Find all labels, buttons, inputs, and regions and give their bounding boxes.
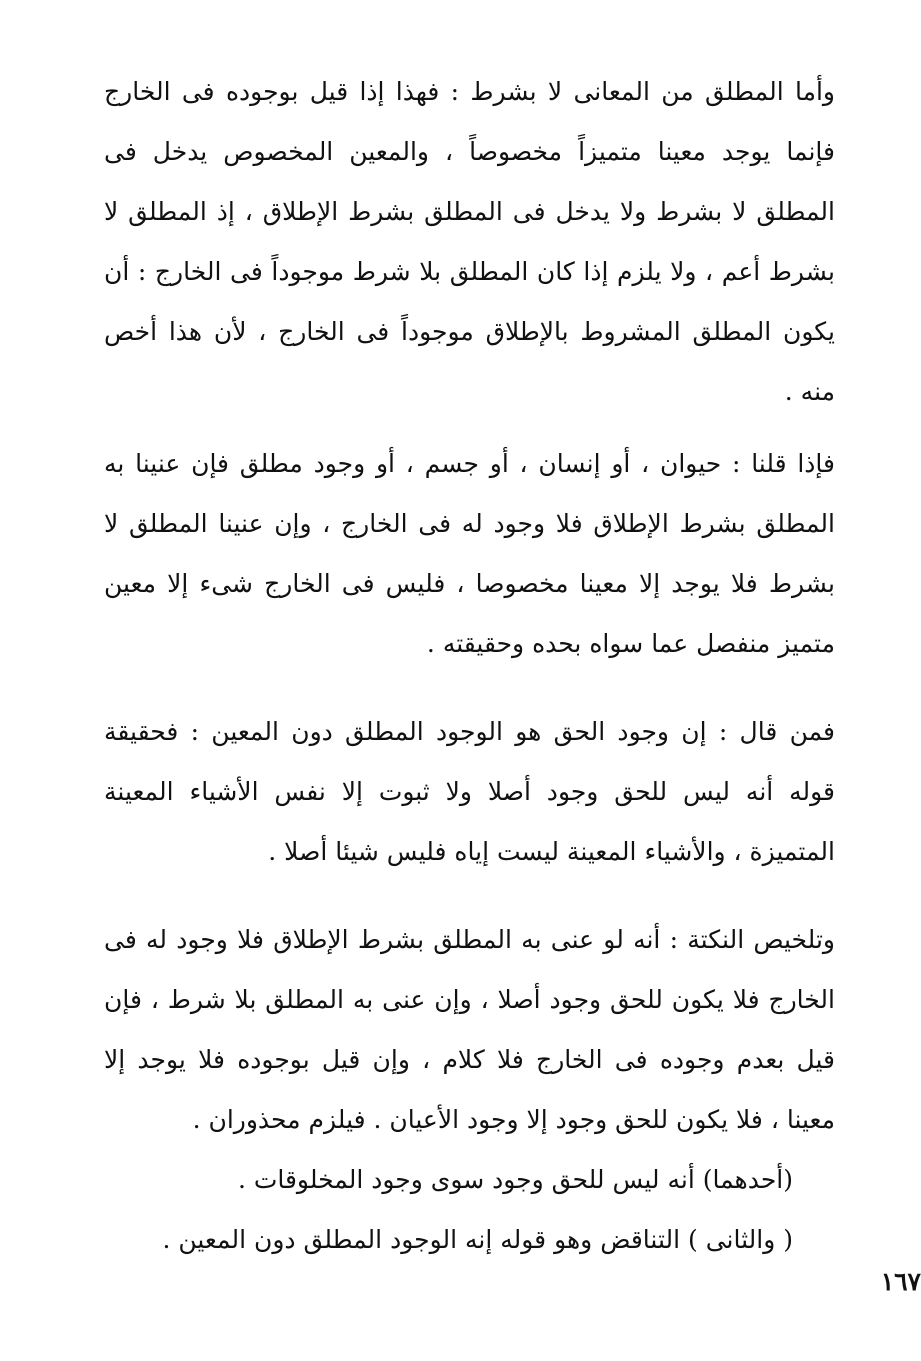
paragraph-1: وأما المطلق من المعانى لا بشرط : فهذا إذا قيل بوجوده فى الخارج فإنما يوجد معينا متميزاً مخصوصاً ، والمعين المخصوص يدخل فى المطلق لا بشرط ولا يدخل فى المطلق بشرط الإطلاق ، إذ المطلق لا بشرط أعم ، ولا يلزم إذا كان المطلق بلا شرط موجوداً فى الخارج : أن يكون المطلق المشروط بالإطلاق موجوداً فى الخارج ، لأن هذا أخص منه .: [104, 77, 835, 406]
page-number: ١٦٧: [880, 1267, 921, 1296]
numbered-item-second: ( والثانى ) التناقض وهو قوله إنه الوجود المطلق دون المعين .: [162, 1225, 793, 1254]
paragraph-2: فإذا قلنا : حيوان ، أو إنسان ، أو جسم ، أو وجود مطلق فإن عنينا به المطلق بشرط الإطلاق فلا وجود له فى الخارج ، وإن عنينا المطلق لا بشرط فلا يوجد إلا معينا مخصوصا ، فليس فى الخارج شىء إلا معين متميز منفصل عما سواه بحده وحقيقته .: [104, 449, 835, 658]
paragraph-3: فمن قال : إن وجود الحق هو الوجود المطلق دون المعين : فحقيقة قوله أنه ليس للحق وجود أصلا ولا ثبوت إلا نفس الأشياء المعينة المتميزة ، والأشياء المعينة ليست إياه فليس شيئا أصلا .: [104, 717, 835, 866]
numbered-item-first: (أحدهما) أنه ليس للحق وجود سوى وجود المخلوقات .: [237, 1165, 793, 1194]
paragraph-4: وتلخيص النكتة : أنه لو عنى به المطلق بشرط الإطلاق فلا وجود له فى الخارج فلا يكون للحق وجود أصلا ، وإن عنى به المطلق بلا شرط ، فإن قيل بعدم وجوده فى الخارج فلا كلام ، وإن قيل بوجوده فلا يوجد إلا معينا ، فلا يكون للحق وجود إلا وجود الأعيان . فيلزم محذوران .: [104, 925, 835, 1134]
